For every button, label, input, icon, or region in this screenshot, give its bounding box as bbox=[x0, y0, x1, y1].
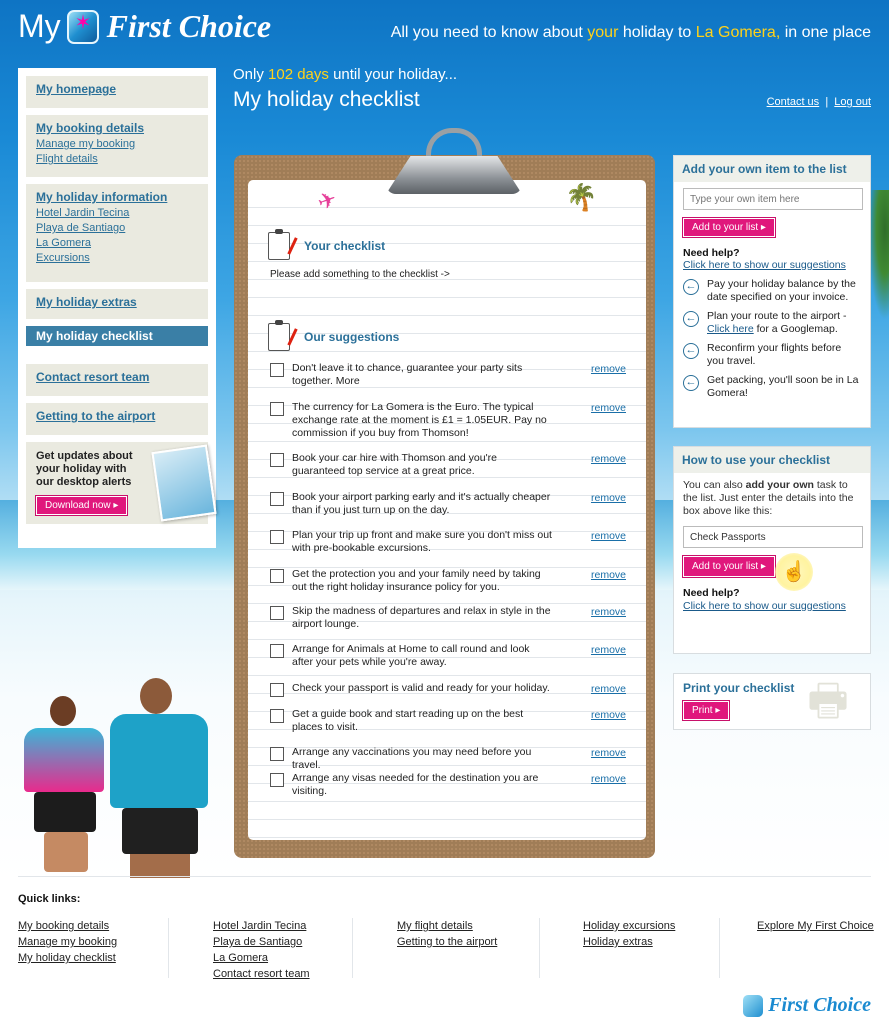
tip-text bbox=[707, 310, 861, 335]
tip-item bbox=[683, 342, 861, 367]
footer-link[interactable]: La Gomera bbox=[213, 952, 269, 964]
nav-manage-booking-link[interactable]: Manage my booking bbox=[36, 138, 136, 150]
print-title: Print your checklist bbox=[683, 681, 795, 695]
remove-suggestion-link[interactable]: remove bbox=[590, 773, 626, 785]
suggestion-text: Get a guide book and start reading up on the best places to visit. bbox=[292, 708, 524, 733]
suggestion-checkbox[interactable] bbox=[270, 453, 284, 467]
suggestion-row bbox=[270, 708, 626, 734]
suggestion-checkbox[interactable] bbox=[270, 530, 284, 544]
suggestion-row bbox=[270, 746, 626, 772]
suggestion-checkbox[interactable] bbox=[270, 363, 284, 377]
holiday-couple-photo bbox=[14, 672, 224, 882]
remove-suggestion-link[interactable]: remove bbox=[590, 402, 626, 414]
nav-resort-link[interactable]: Playa de Santiago bbox=[36, 222, 126, 234]
suggestion-text: Arrange any visas needed for the destination you are visiting. bbox=[292, 772, 539, 797]
nav-airport-box bbox=[26, 403, 208, 435]
tip-text: Reconfirm your flights before you travel. bbox=[707, 342, 842, 367]
remove-suggestion-link[interactable]: remove bbox=[590, 747, 626, 759]
suggestions-heading bbox=[268, 323, 399, 351]
example-add-button[interactable]: Add to your list ▸ bbox=[683, 556, 775, 577]
need-help-label: Need help? bbox=[683, 587, 740, 599]
footer-col-4 bbox=[583, 918, 675, 950]
clipboard-clip-icon bbox=[386, 128, 522, 198]
nav-excursions-link[interactable]: Excursions bbox=[36, 252, 90, 264]
suggestion-checkbox[interactable] bbox=[270, 709, 284, 723]
footer-col-3 bbox=[397, 918, 497, 950]
suggestion-checkbox[interactable] bbox=[270, 606, 284, 620]
countdown-pre: Only bbox=[233, 66, 269, 83]
nav-extras-box bbox=[26, 289, 208, 319]
top-links-separator: | bbox=[825, 96, 829, 108]
tagline-pre: All you need to know about bbox=[390, 24, 588, 41]
logo-my-text: My bbox=[18, 8, 61, 44]
footer-link[interactable]: My holiday checklist bbox=[18, 952, 116, 964]
footer-logo[interactable] bbox=[743, 994, 871, 1017]
footer-link[interactable]: Hotel Jardin Tecina bbox=[213, 920, 307, 932]
clipboard-icon bbox=[268, 323, 290, 351]
suggestion-text: Get the protection you and your family need by taking out the right holiday insurance policy for you. bbox=[292, 568, 541, 593]
nav-checklist-active[interactable] bbox=[26, 326, 208, 346]
suggestion-row bbox=[270, 568, 626, 594]
how-to-text-bold: add your own bbox=[745, 479, 814, 491]
footer-col-1 bbox=[18, 918, 117, 966]
suggestion-text: Arrange any vaccinations you may need before you travel. bbox=[292, 746, 532, 771]
arrow-left-icon: ← bbox=[683, 343, 699, 359]
footer-logo-text: First Choice bbox=[768, 994, 871, 1016]
page-title: My holiday checklist bbox=[233, 88, 420, 111]
footer-link[interactable]: Getting to the airport bbox=[397, 936, 498, 948]
suggestion-row bbox=[270, 529, 626, 555]
suggestion-row bbox=[270, 362, 626, 388]
airplane-icon: ✈ bbox=[314, 185, 340, 216]
tips-list bbox=[683, 278, 861, 399]
suggestions-title: Our suggestions bbox=[304, 330, 400, 344]
footer-logo-icon bbox=[743, 995, 763, 1017]
suggestion-checkbox[interactable] bbox=[270, 492, 284, 506]
footer-link[interactable]: Explore My First Choice bbox=[757, 920, 874, 932]
logo-brand-text: First Choice bbox=[106, 8, 272, 44]
site-logo[interactable] bbox=[18, 8, 271, 45]
how-to-text-post: task to the list. Just enter the details into the box above like this: bbox=[683, 479, 854, 517]
remove-suggestion-link[interactable]: remove bbox=[590, 709, 626, 721]
suggestion-row bbox=[270, 452, 626, 478]
tip-text: Pay your holiday balance by the date specified on your invoice. bbox=[707, 278, 856, 303]
hand-cursor-icon: ☝ bbox=[775, 553, 813, 591]
suggestion-text: Book your car hire with Thomson and you're guaranteed top service at a great price. bbox=[292, 452, 497, 477]
footer-link[interactable]: My booking details bbox=[18, 920, 110, 932]
nav-hotel-link[interactable]: Hotel Jardin Tecina bbox=[36, 207, 130, 219]
tip-item bbox=[683, 310, 861, 335]
tip-text: Get packing, you'll soon be in La Gomera! bbox=[707, 374, 859, 399]
countdown-days: 102 days bbox=[268, 66, 329, 83]
googlemap-link[interactable]: Click here bbox=[707, 322, 754, 335]
suggestion-text: Don't leave it to chance, guarantee your party sits together. More bbox=[292, 362, 523, 387]
print-button[interactable]: Print ▸ bbox=[683, 701, 729, 720]
checklist-empty-message: Please add something to the checklist -> bbox=[270, 269, 450, 280]
palm-tree-image bbox=[868, 190, 889, 320]
alerts-screenshot-image bbox=[151, 444, 216, 521]
how-to-panel bbox=[673, 446, 871, 654]
suggestion-row bbox=[270, 772, 626, 798]
footer-separator bbox=[168, 918, 169, 978]
nav-contact-link[interactable]: Contact resort team bbox=[36, 370, 150, 384]
top-links bbox=[767, 96, 871, 108]
tip-item bbox=[683, 278, 861, 303]
suggestion-row bbox=[270, 401, 626, 440]
footer-col-2 bbox=[213, 918, 310, 982]
download-now-button[interactable]: Download now ▸ bbox=[36, 496, 127, 515]
how-to-text bbox=[683, 479, 861, 518]
nav-flight-details-link[interactable]: Flight details bbox=[36, 153, 98, 165]
nav-booking-box bbox=[26, 115, 208, 177]
how-to-title: How to use your checklist bbox=[674, 447, 870, 473]
remove-suggestion-link[interactable]: remove bbox=[590, 683, 626, 695]
how-to-text-pre: You can also bbox=[683, 479, 746, 491]
footer-link[interactable]: Holiday extras bbox=[583, 936, 653, 948]
suggestion-text: The currency for La Gomera is the Euro. The typical exchange rate at the moment is £1 = 1.05EUR. Pay no commission if you buy from Thomson! bbox=[292, 401, 547, 439]
add-item-title: Add your own item to the list bbox=[674, 156, 870, 182]
suggestion-checkbox[interactable] bbox=[270, 773, 284, 787]
tagline-destination: La Gomera, bbox=[695, 24, 781, 41]
contact-us-link[interactable]: Contact us bbox=[766, 96, 820, 108]
your-checklist-title: Your checklist bbox=[304, 239, 386, 253]
countdown-post: until your holiday... bbox=[328, 66, 458, 83]
tagline-post: in one place bbox=[780, 24, 871, 41]
nav-booking-link[interactable]: My booking details bbox=[36, 121, 145, 135]
tagline-your: your bbox=[587, 24, 619, 41]
remove-suggestion-link[interactable]: remove bbox=[590, 453, 626, 465]
suggestion-checkbox[interactable] bbox=[270, 402, 284, 416]
suggestion-checkbox[interactable] bbox=[270, 747, 284, 761]
tip-item bbox=[683, 374, 861, 399]
suggestion-row bbox=[270, 682, 626, 697]
nav-checklist-label: My holiday checklist bbox=[36, 329, 153, 343]
logo-icon bbox=[67, 10, 99, 44]
logout-link[interactable]: Log out bbox=[834, 96, 871, 108]
nav-contact-box bbox=[26, 364, 208, 396]
add-to-list-button[interactable]: Add to your list ▸ bbox=[683, 218, 775, 237]
suggestion-row bbox=[270, 491, 626, 517]
footer-separator bbox=[352, 918, 353, 978]
tip-text-pre: Plan your route to the airport - bbox=[707, 310, 847, 322]
alerts-text: Get updates about your holiday with our desktop alerts bbox=[36, 450, 133, 489]
show-suggestions-link[interactable]: Click here to show our suggestions bbox=[683, 259, 846, 271]
remove-suggestion-link[interactable]: remove bbox=[590, 492, 626, 504]
nav-airport-link[interactable]: Getting to the airport bbox=[36, 409, 156, 423]
remove-suggestion-link[interactable]: remove bbox=[590, 606, 626, 618]
suggestion-text: Check your passport is valid and ready for your holiday. bbox=[292, 682, 550, 694]
footer-link[interactable]: Manage my booking bbox=[18, 936, 118, 948]
nav-homepage-link[interactable]: My homepage bbox=[36, 82, 117, 96]
add-item-input[interactable] bbox=[683, 188, 863, 210]
footer-separator bbox=[719, 918, 720, 978]
header-tagline bbox=[391, 24, 871, 42]
footer-col-5 bbox=[757, 918, 874, 934]
suggestion-checkbox[interactable] bbox=[270, 683, 284, 697]
footer-link[interactable]: Contact resort team bbox=[213, 968, 310, 980]
footer-divider bbox=[18, 876, 871, 877]
show-suggestions-link[interactable]: Click here to show our suggestions bbox=[683, 600, 846, 612]
suggestion-checkbox[interactable] bbox=[270, 644, 284, 658]
suggestion-row bbox=[270, 643, 626, 669]
arrow-left-icon: ← bbox=[683, 279, 699, 295]
arrow-left-icon: ← bbox=[683, 375, 699, 391]
quick-links-title: Quick links: bbox=[18, 893, 81, 905]
example-input[interactable] bbox=[683, 526, 863, 548]
tip-text-post: for a Googlemap. bbox=[753, 322, 838, 335]
desktop-alerts-promo bbox=[26, 442, 208, 524]
suggestion-text: Arrange for Animals at Home to call round and look after your pets while you're away. bbox=[292, 643, 530, 668]
remove-suggestion-link[interactable]: remove bbox=[590, 644, 626, 656]
nav-destination-link[interactable]: La Gomera bbox=[36, 237, 92, 249]
footer-separator bbox=[539, 918, 540, 978]
holiday-countdown bbox=[233, 66, 457, 83]
suggestion-checkbox[interactable] bbox=[270, 569, 284, 583]
suggestion-text: Book your airport parking early and it's actually cheaper than if you just turn up on the day. bbox=[292, 491, 551, 516]
footer-link[interactable]: My flight details bbox=[397, 920, 473, 932]
footer-link[interactable]: Holiday excursions bbox=[583, 920, 676, 932]
suggestion-text: Plan your trip up front and make sure you don't miss out with pre-bookable excursions. bbox=[292, 529, 552, 554]
left-navigation bbox=[18, 68, 216, 548]
remove-suggestion-link[interactable]: remove bbox=[590, 530, 626, 542]
nav-extras-link[interactable]: My holiday extras bbox=[36, 295, 137, 309]
nav-homepage-box bbox=[26, 76, 208, 108]
remove-suggestion-link[interactable]: remove bbox=[590, 363, 626, 375]
tagline-mid: holiday to bbox=[618, 24, 696, 41]
suggestion-row bbox=[270, 605, 626, 631]
nav-info-link[interactable]: My holiday information bbox=[36, 190, 168, 204]
clipboard-icon bbox=[268, 232, 290, 260]
palm-tree-icon: 🌴 bbox=[565, 182, 598, 212]
remove-suggestion-link[interactable]: remove bbox=[590, 569, 626, 581]
nav-info-box bbox=[26, 184, 208, 282]
need-help-label: Need help? bbox=[683, 247, 740, 259]
suggestion-text: Skip the madness of departures and relax in style in the airport lounge. bbox=[292, 605, 551, 630]
your-checklist-heading bbox=[268, 232, 385, 260]
add-item-panel bbox=[673, 155, 871, 428]
printer-icon: 🖶 bbox=[807, 676, 849, 725]
footer-link[interactable]: Playa de Santiago bbox=[213, 936, 303, 948]
arrow-left-icon: ← bbox=[683, 311, 699, 327]
